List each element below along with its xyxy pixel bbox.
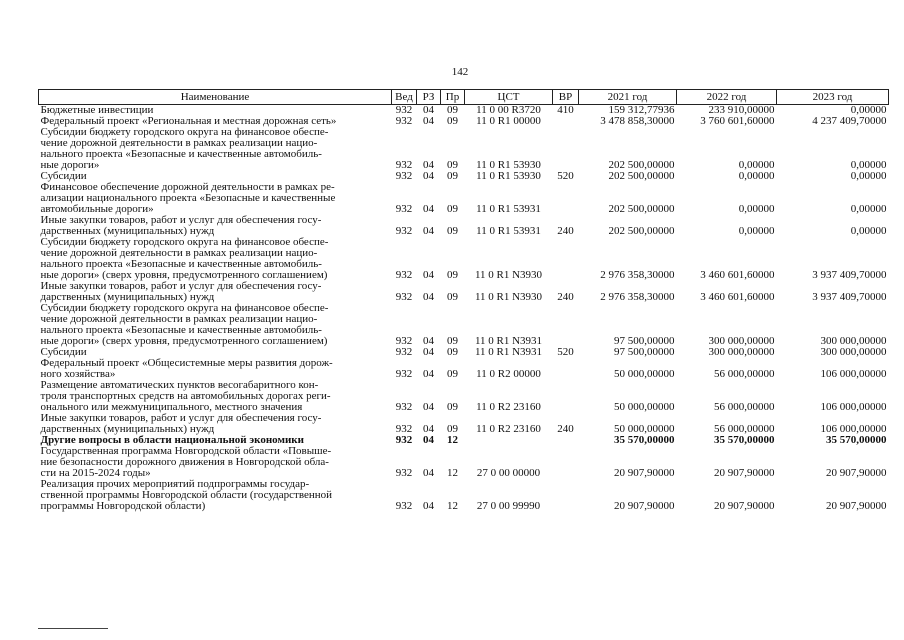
- row-name: Субсидии бюджету городского округа на финансовое обеспе- чение дорожной деятельности в рамках реализации нацио- нального проекта «Безопасные и качественные автомобиль- ные дороги» (сверх уровня, предусмотренного соглашением): [40, 302, 329, 347]
- table-row: [39, 281, 889, 303]
- row-amount-2022: 56 000,00000: [714, 423, 775, 435]
- row-amount-2022: 0,00000: [738, 159, 775, 171]
- row-rz: 04: [423, 159, 434, 171]
- row-name: Иные закупки товаров, работ и услуг для обеспечения госу- дарственных (муниципальных) нужд: [40, 214, 322, 237]
- row-pr: 09: [447, 291, 458, 303]
- row-pr: 12: [447, 467, 458, 479]
- row-rz: 04: [423, 423, 434, 435]
- row-pr: 12: [447, 500, 458, 512]
- row-amount-2022: 56 000,00000: [714, 401, 775, 413]
- header-year-2021: 2021 год: [579, 90, 677, 105]
- row-rz: 04: [423, 170, 434, 182]
- row-amount-2021: 35 570,00000: [614, 434, 675, 446]
- row-amount-2022: 3 460 601,60000: [700, 269, 775, 281]
- row-name: Иные закупки товаров, работ и услуг для обеспечения госу- дарственных (муниципальных) нужд: [40, 412, 322, 435]
- row-amount-2023: 106 000,00000: [820, 401, 887, 413]
- row-cst: 11 0 R2 23160: [476, 423, 541, 435]
- row-amount-2023: 4 237 409,70000: [812, 115, 887, 127]
- row-pr: 09: [447, 159, 458, 171]
- row-cst: 11 0 R1 53931: [476, 203, 541, 215]
- row-cst: 11 0 R1 53931: [476, 225, 541, 237]
- row-vr: [553, 358, 579, 380]
- row-amount-2023: 0,00000: [850, 225, 887, 237]
- row-vr: 410: [557, 104, 574, 116]
- row-ved: 932: [395, 225, 413, 237]
- table-row: [39, 303, 889, 347]
- table-body: [39, 105, 889, 513]
- row-name: Субсидии бюджету городского округа на финансовое обеспе- чение дорожной деятельности в рамках реализации нацио- нального проекта «Безопасные и качественные автомобиль- ные дороги»: [40, 126, 329, 171]
- row-vr: [553, 182, 579, 215]
- row-amount-2023: 3 937 409,70000: [812, 269, 887, 281]
- table-row: [39, 215, 889, 237]
- row-name: Субсидии: [40, 346, 87, 358]
- row-amount-2021: 50 000,00000: [614, 423, 675, 435]
- row-rz: 04: [423, 225, 434, 237]
- row-amount-2021: 50 000,00000: [614, 368, 675, 380]
- row-rz: 04: [423, 104, 434, 116]
- row-amount-2021: 2 976 358,30000: [600, 269, 675, 281]
- row-name: Субсидии бюджету городского округа на финансовое обеспе- чение дорожной деятельности в рамках реализации нацио- нального проекта «Безопасные и качественные автомобиль- ные дороги» (сверх уровня, предусмотренного соглашением): [40, 236, 329, 281]
- row-cst: 27 0 00 00000: [476, 467, 541, 479]
- table-row: [39, 182, 889, 215]
- table-row: [39, 237, 889, 281]
- row-amount-2021: 3 478 858,30000: [600, 115, 675, 127]
- row-pr: 09: [447, 346, 458, 358]
- table-row: [39, 479, 889, 512]
- row-ved: 932: [395, 401, 413, 413]
- row-amount-2021: 202 500,00000: [608, 225, 675, 237]
- row-pr: 09: [447, 115, 458, 127]
- row-pr: 09: [447, 170, 458, 182]
- row-name: Федеральный проект «Региональная и местная дорожная сеть»: [40, 115, 337, 127]
- row-amount-2021: 20 907,90000: [614, 467, 675, 479]
- row-ved: 932: [395, 368, 413, 380]
- budget-table: [38, 89, 889, 512]
- row-rz: 04: [423, 335, 434, 347]
- row-name: Финансовое обеспечение дорожной деятельности в рамках ре- ализации национального проекта «Безопасные и качественные автомобильные дороги»: [40, 181, 336, 215]
- row-amount-2022: 300 000,00000: [708, 335, 775, 347]
- row-vr: 520: [557, 346, 574, 358]
- header-pr: Пр: [441, 90, 465, 105]
- row-rz: 04: [423, 368, 434, 380]
- row-amount-2021: 97 500,00000: [614, 335, 675, 347]
- row-vr: 240: [557, 225, 574, 237]
- row-rz: 04: [423, 467, 434, 479]
- row-vr: 240: [557, 291, 574, 303]
- header-rz: РЗ: [417, 90, 441, 105]
- header-vr: ВР: [553, 90, 579, 105]
- row-amount-2023: 0,00000: [850, 203, 887, 215]
- row-rz: 04: [423, 203, 434, 215]
- row-amount-2021: 159 312,77936: [608, 104, 675, 116]
- row-amount-2022: 300 000,00000: [708, 346, 775, 358]
- row-amount-2021: 202 500,00000: [608, 203, 675, 215]
- row-pr: 09: [447, 423, 458, 435]
- row-vr: [553, 446, 579, 479]
- footer-rule: [38, 628, 108, 629]
- row-ved: 932: [395, 346, 413, 358]
- row-cst: 11 0 R1 N3930: [474, 269, 543, 281]
- row-cst: 11 0 R1 N3931: [474, 335, 543, 347]
- row-amount-2022: 233 910,00000: [708, 104, 775, 116]
- row-amount-2022: 20 907,90000: [714, 500, 775, 512]
- row-rz: 04: [423, 269, 434, 281]
- row-name: Другие вопросы в области национальной экономики: [40, 434, 304, 446]
- table-row: [39, 446, 889, 479]
- header-year-2023: 2023 год: [777, 90, 889, 105]
- row-rz: 04: [423, 346, 434, 358]
- row-ved: 932: [395, 115, 413, 127]
- row-amount-2023: 0,00000: [850, 170, 887, 182]
- row-name: Государственная программа Новгородской области «Повыше- ние безопасности дорожного движения в Новгородской обла- сти на 2015-2024 годы»: [40, 445, 332, 479]
- row-vr: [553, 479, 579, 512]
- page-number: 142: [451, 66, 469, 78]
- row-name: Реализация прочих мероприятий подпрограммы государ- ственной программы Новгородской области (государственной программы Новгородской области): [40, 478, 332, 512]
- row-name: Субсидии: [40, 170, 87, 182]
- row-rz: 04: [423, 401, 434, 413]
- header-cst: ЦСТ: [465, 90, 553, 105]
- row-pr: 09: [447, 401, 458, 413]
- row-vr: [553, 127, 579, 171]
- row-amount-2021: 20 907,90000: [614, 500, 675, 512]
- row-ved: 932: [395, 269, 413, 281]
- row-ved: 932: [395, 104, 413, 116]
- row-amount-2021: 97 500,00000: [614, 346, 675, 358]
- row-cst: 11 0 R2 00000: [476, 368, 541, 380]
- table-row: [39, 127, 889, 171]
- header-ved: Вед: [392, 90, 417, 105]
- row-cst: 11 0 R1 N3931: [474, 346, 543, 358]
- row-amount-2022: 0,00000: [738, 203, 775, 215]
- row-pr: 09: [447, 225, 458, 237]
- row-amount-2023: 20 907,90000: [826, 500, 887, 512]
- row-vr: [553, 303, 579, 347]
- table-header: [39, 90, 889, 105]
- row-cst: 11 0 R1 53930: [476, 170, 541, 182]
- header-year-2022: 2022 год: [677, 90, 777, 105]
- row-amount-2023: 35 570,00000: [826, 434, 887, 446]
- row-name: Размещение автоматических пунктов весогабаритного кон- троля транспортных средств на автомобильных дорогах реги- онального или межмуниципального, местного значения: [40, 379, 331, 413]
- row-pr: 09: [447, 104, 458, 116]
- row-amount-2022: 20 907,90000: [714, 467, 775, 479]
- row-rz: 04: [423, 434, 434, 446]
- header-name: Наименование: [39, 90, 392, 105]
- row-amount-2022: 0,00000: [738, 170, 775, 182]
- row-ved: 932: [395, 467, 413, 479]
- row-pr: 09: [447, 203, 458, 215]
- row-ved: 932: [395, 434, 413, 446]
- row-cst: 11 0 R2 23160: [476, 401, 541, 413]
- row-ved: 932: [395, 203, 413, 215]
- row-amount-2021: 202 500,00000: [608, 170, 675, 182]
- row-cst: 11 0 00 R3720: [476, 104, 541, 116]
- row-amount-2023: 106 000,00000: [820, 368, 887, 380]
- table-row: [39, 413, 889, 435]
- row-name: Федеральный проект «Общесистемные меры развития дорож- ного хозяйства»: [40, 357, 333, 380]
- row-amount-2022: 3 460 601,60000: [700, 291, 775, 303]
- row-ved: 932: [395, 170, 413, 182]
- row-vr: [553, 116, 579, 127]
- row-vr: 520: [557, 170, 574, 182]
- row-vr: [553, 435, 579, 446]
- row-amount-2021: 50 000,00000: [614, 401, 675, 413]
- row-ved: 932: [395, 159, 413, 171]
- row-cst: 11 0 R1 53930: [476, 159, 541, 171]
- row-name: Бюджетные инвестиции: [40, 104, 154, 116]
- row-ved: 932: [395, 335, 413, 347]
- row-rz: 04: [423, 500, 434, 512]
- row-rz: 04: [423, 115, 434, 127]
- row-amount-2023: 0,00000: [850, 104, 887, 116]
- row-amount-2023: 300 000,00000: [820, 335, 887, 347]
- row-cst: [465, 435, 553, 446]
- row-cst: 27 0 00 99990: [476, 500, 541, 512]
- row-amount-2023: 20 907,90000: [826, 467, 887, 479]
- row-amount-2022: 3 760 601,60000: [700, 115, 775, 127]
- row-vr: 240: [557, 423, 574, 435]
- row-name: Иные закупки товаров, работ и услуг для обеспечения госу- дарственных (муниципальных) нужд: [40, 280, 322, 303]
- table-row: [39, 358, 889, 380]
- row-rz: 04: [423, 291, 434, 303]
- row-amount-2021: 2 976 358,30000: [600, 291, 675, 303]
- row-cst: 11 0 R1 N3930: [474, 291, 543, 303]
- row-amount-2022: 35 570,00000: [714, 434, 775, 446]
- row-amount-2022: 56 000,00000: [714, 368, 775, 380]
- row-amount-2023: 0,00000: [850, 159, 887, 171]
- row-amount-2023: 3 937 409,70000: [812, 291, 887, 303]
- row-amount-2023: 300 000,00000: [820, 346, 887, 358]
- header-row: [39, 90, 889, 105]
- row-amount-2021: 202 500,00000: [608, 159, 675, 171]
- row-pr: 09: [447, 368, 458, 380]
- row-pr: 09: [447, 269, 458, 281]
- row-amount-2022: 0,00000: [738, 225, 775, 237]
- row-ved: 932: [395, 423, 413, 435]
- row-amount-2023: 106 000,00000: [820, 423, 887, 435]
- row-ved: 932: [395, 500, 413, 512]
- table-row: [39, 380, 889, 413]
- row-ved: 932: [395, 291, 413, 303]
- row-cst: 11 0 R1 00000: [476, 115, 541, 127]
- row-pr: 09: [447, 335, 458, 347]
- row-pr: 12: [447, 434, 458, 446]
- row-vr: [553, 237, 579, 281]
- row-vr: [553, 380, 579, 413]
